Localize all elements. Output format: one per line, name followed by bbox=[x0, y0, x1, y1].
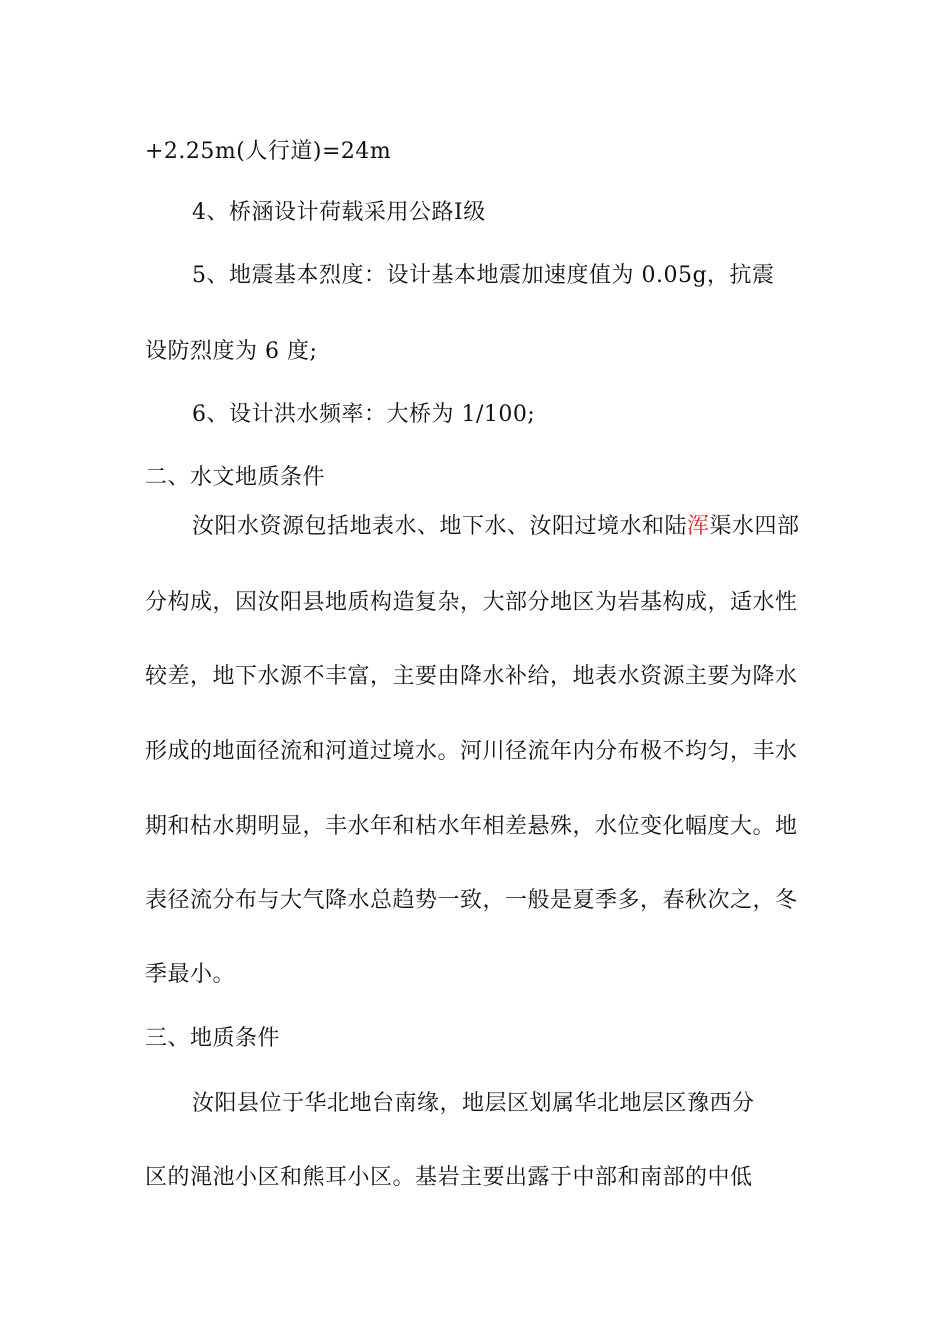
paragraph-hydro-line-7: 季最小。 bbox=[145, 962, 236, 987]
text-line-flood-frequency: 6、设计洪水频率：大桥为 1/100; bbox=[192, 402, 536, 427]
paragraph-hydro-line-2: 分构成，因汝阳县地质构造复杂，大部分地区为岩基构成，适水性 bbox=[145, 590, 798, 615]
paragraph-hydro-line-5: 期和枯水期明显，丰水年和枯水年相差悬殊，水位变化幅度大。地 bbox=[145, 814, 798, 839]
text-segment: 汝阳水资源包括地表水、地下水、汝阳过境水和陆 bbox=[192, 514, 688, 539]
section-heading-hydrogeology: 二、水文地质条件 bbox=[145, 465, 326, 490]
text-line-seismic-cont: 设防烈度为 6 度; bbox=[145, 339, 318, 364]
highlighted-char: 浑 bbox=[687, 514, 710, 539]
text-segment: 渠水四部 bbox=[709, 514, 800, 539]
text-line-seismic: 5、地震基本烈度：设计基本地震加速度值为 0.05g，抗震 bbox=[192, 263, 775, 288]
paragraph-hydro-line-3: 较差，地下水源不丰富，主要由降水补给，地表水资源主要为降水 bbox=[145, 664, 798, 689]
paragraph-hydro-line-1 bbox=[192, 512, 862, 542]
paragraph-geology-line-1: 汝阳县位于华北地台南缘，地层区划属华北地层区豫西分 bbox=[192, 1091, 755, 1116]
text-line-load-class: 4、桥涵设计荷载采用公路Ⅰ级 bbox=[192, 200, 486, 225]
paragraph-geology-line-2: 区的渑池小区和熊耳小区。基岩主要出露于中部和南部的中低 bbox=[145, 1165, 753, 1190]
section-heading-geology: 三、地质条件 bbox=[145, 1026, 281, 1051]
paragraph-hydro-line-6: 表径流分布与大气降水总趋势一致，一般是夏季多，春秋次之，冬 bbox=[145, 888, 798, 913]
text-line-width-formula: +2.25m(人行道)=24m bbox=[145, 139, 392, 164]
paragraph-hydro-line-4: 形成的地面径流和河道过境水。河川径流年内分布极不均匀，丰水 bbox=[145, 739, 798, 764]
